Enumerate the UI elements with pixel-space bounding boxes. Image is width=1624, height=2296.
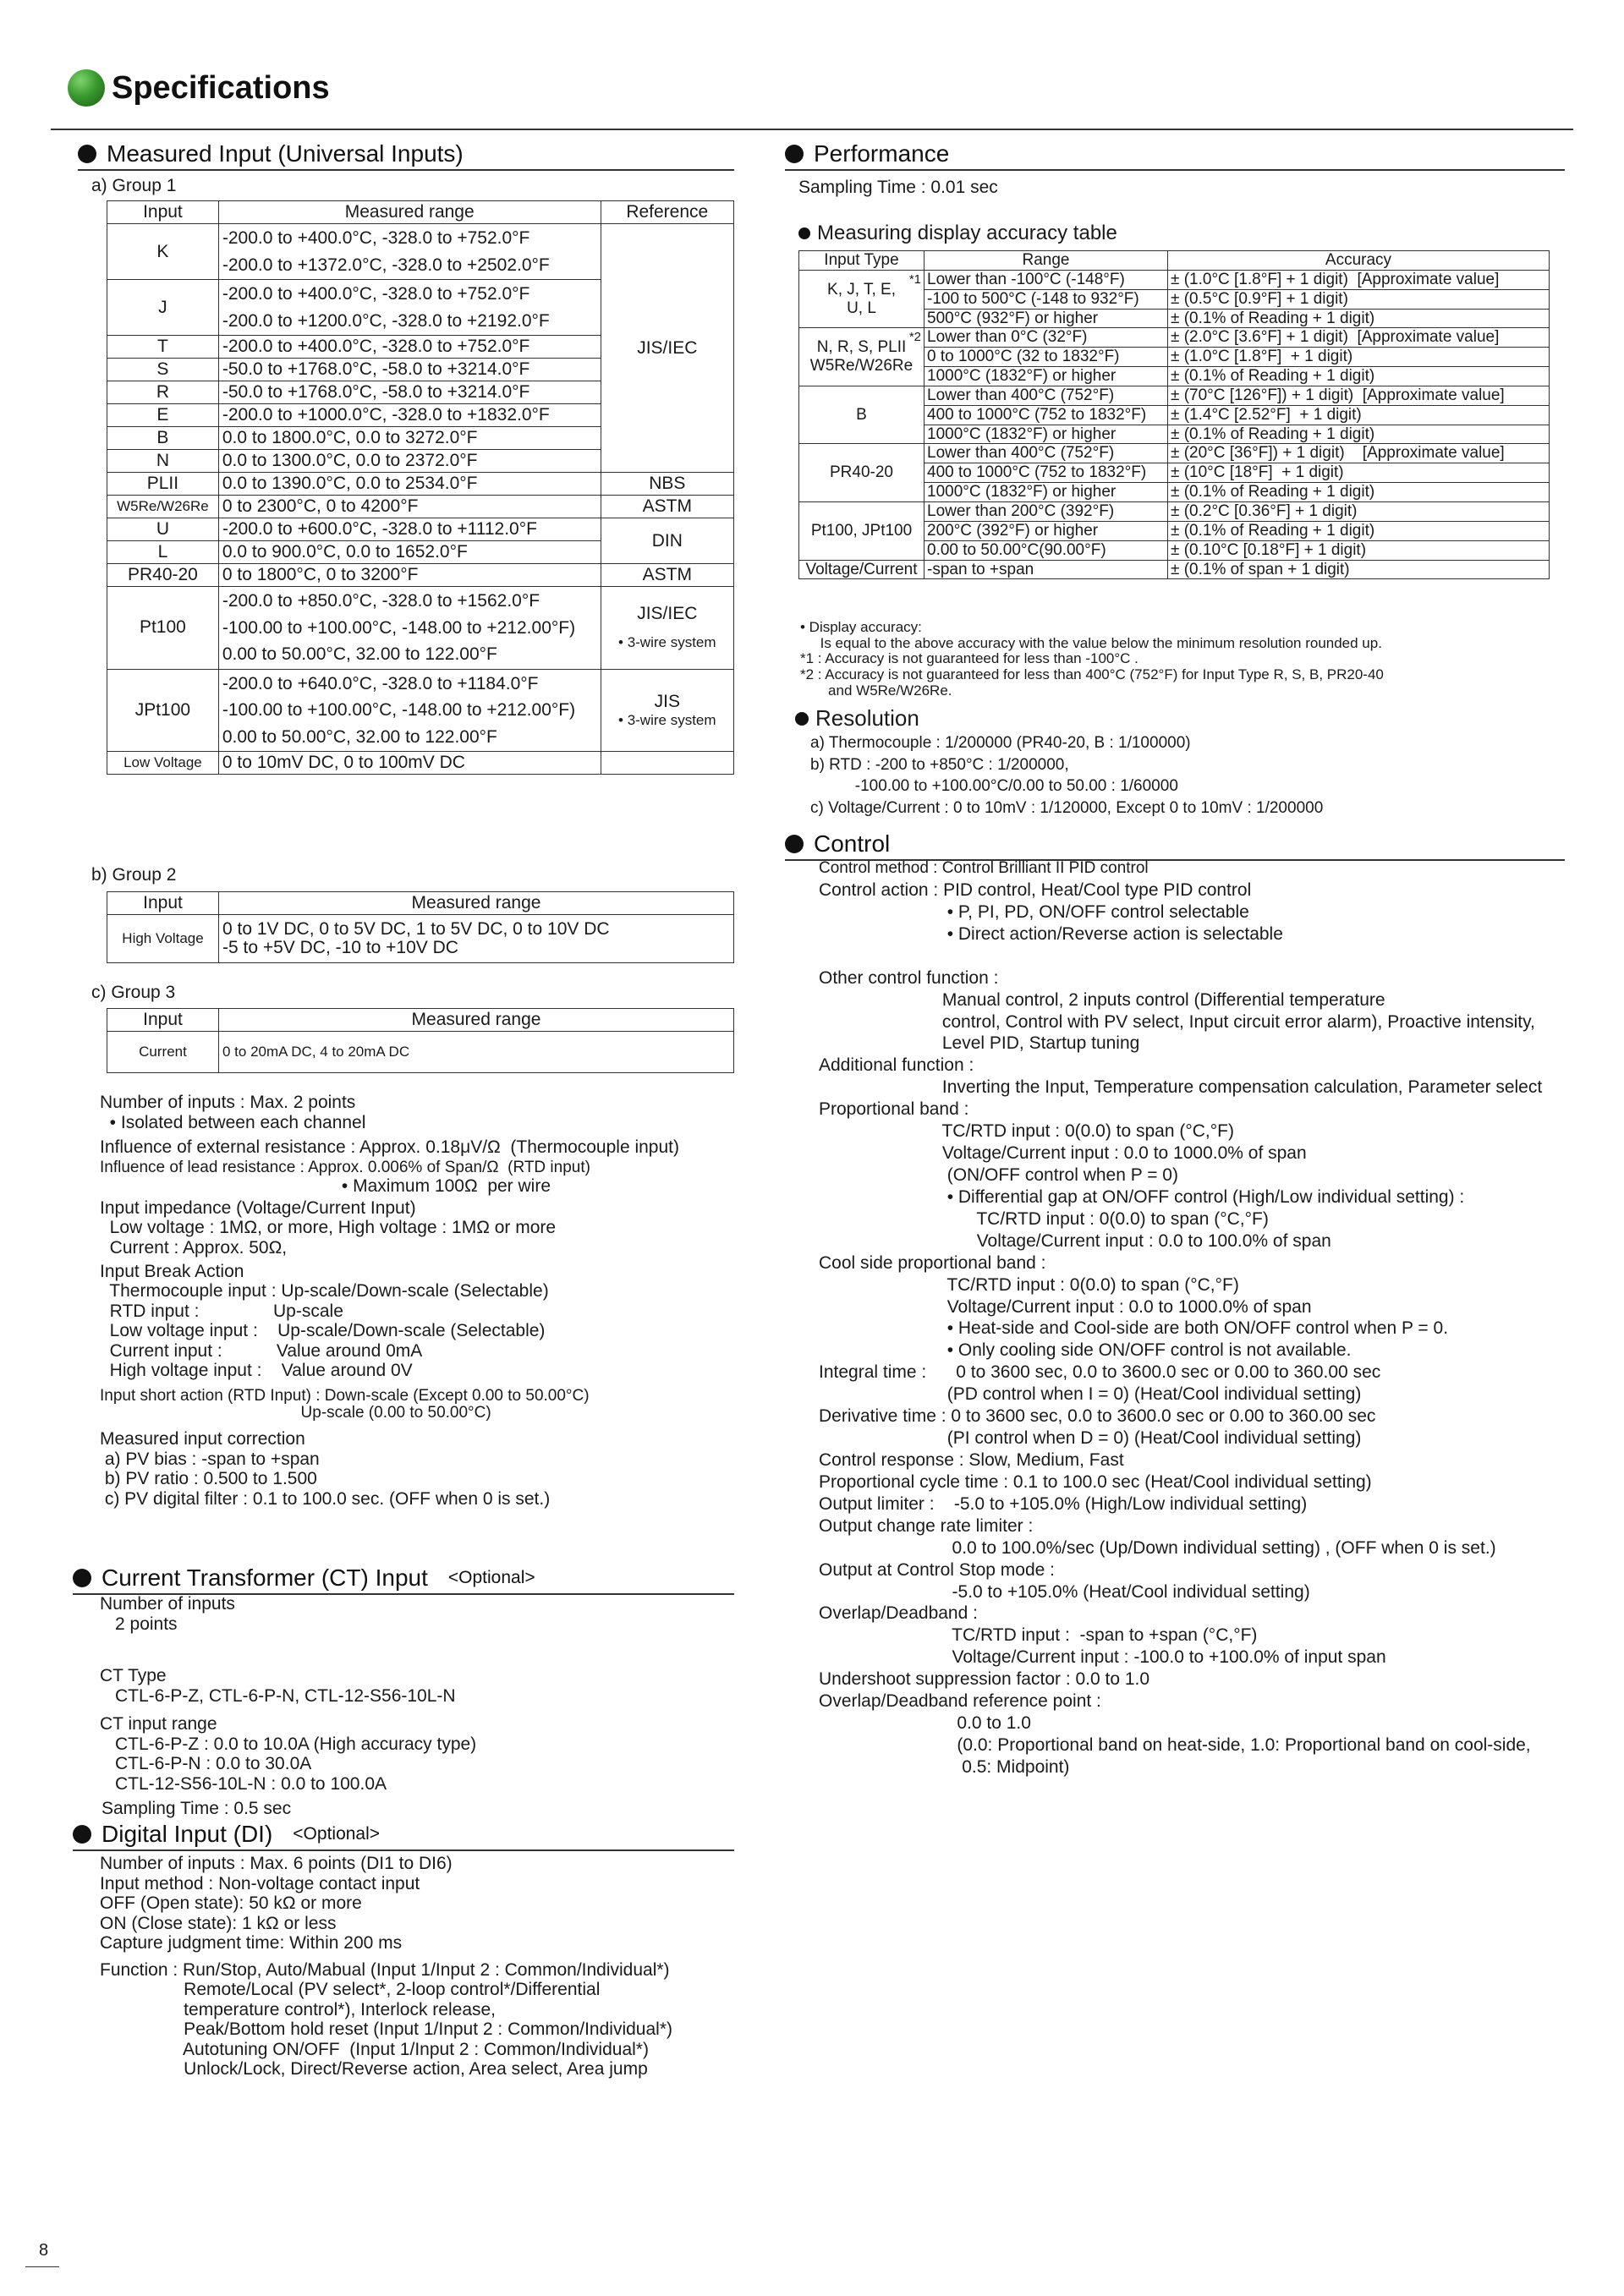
reference-pt100-note: • 3-wire system (618, 634, 716, 651)
page-number-rule (25, 2266, 59, 2267)
input-w5re: W5Re/W26Re (107, 496, 219, 518)
note-input-impedance: Input impedance (Voltage/Current Input) Low voltage : 1MΩ, or more, High voltage : 1MΩ or more Current : Approx. 50Ω, (100, 1197, 557, 1258)
g3-header-range: Measured range (219, 1009, 734, 1032)
accuracy-row (799, 444, 1550, 463)
input-high-voltage: High Voltage (107, 915, 219, 963)
ct-input-body (100, 1594, 743, 1819)
input-plii: PLII (107, 473, 219, 496)
accuracy-input-type-label: N, R, S, PLII W5Re/W26Re (809, 338, 914, 375)
accuracy-notes: • Display accuracy: Is equal to the above accuracy with the value below the minimum resolution rounded up. *1 : Accuracy is not guaranteed for less than -100°C . *2 : Accuracy is not guaranteed for less than 400°C (752°F) for Input Type R, S, B, PR20-40 and W5Re/W26Re. (800, 619, 1384, 699)
bullet-icon (785, 835, 804, 853)
accuracy-table-heading: Measuring display accuracy table (798, 222, 1117, 245)
note-max-resistance: • Maximum 100Ω per wire (100, 1176, 551, 1197)
ct-number-label: Number of inputs (100, 1594, 235, 1614)
accuracy-range: -span to +span (924, 560, 1168, 579)
accuracy-footnote-mark: *2 (908, 330, 921, 345)
range-u: -200.0 to +600.0°C, -328.0 to +1112.0°F (218, 518, 601, 541)
group2-table (107, 891, 734, 963)
reference-astm-2: ASTM (601, 564, 733, 587)
note-lead-resistance: Influence of lead resistance : Approx. 0.006% of Span/Ω (RTD input) (100, 1158, 590, 1176)
range-jpt100: -200.0 to +640.0°C, -328.0 to +1184.0°F -100.00 to +100.00°C, -148.00 to +212.00°F) 0.00 to 50.00°C, 32.00 to 122.00°F (218, 669, 601, 752)
accuracy-range: 0.00 to 50.00°C(90.00°F) (924, 540, 1168, 560)
accuracy-value: ± (70°C [126°F]) + 1 digit) [Approximate value] (1168, 386, 1550, 405)
reference-pt100 (601, 587, 733, 670)
accuracy-value: ± (0.1% of Reading + 1 digit) (1168, 425, 1550, 444)
accuracy-input-type (799, 501, 924, 560)
accuracy-input-type (799, 444, 924, 502)
group1-label: a) Group 1 (91, 176, 177, 195)
ct-range-lines: CTL-6-P-Z : 0.0 to 10.0A (High accuracy type) CTL-6-P-N : 0.0 to 30.0A CTL-12-S56-10L-N : 0.0 to 100.0A (115, 1734, 477, 1794)
accuracy-value: ± (1.4°C [2.52°F] + 1 digit) (1168, 405, 1550, 425)
accuracy-range: Lower than 0°C (32°F) (924, 328, 1168, 348)
note-measured-correction: Measured input correction a) PV bias : -span to +span b) PV ratio : 0.500 to 1.500 c) PV digital filter : 0.1 to 100.0 sec. (OFF when 0 is set.) (100, 1429, 551, 1509)
green-ball-icon (68, 69, 105, 107)
page-number: 8 (39, 2241, 49, 2260)
note-input-short: Input short action (RTD Input) : Down-scale (Except 0.00 to 50.00°C) Up-scale (0.00 to 50.00°C) (100, 1386, 590, 1422)
g2-header-input: Input (107, 892, 219, 915)
note-external-resistance: Influence of external resistance : Approx. 0.18μV/Ω (Thermocouple input) (100, 1137, 679, 1158)
reference-empty (601, 752, 733, 775)
accuracy-value: ± (0.1% of Reading + 1 digit) (1168, 521, 1550, 540)
accuracy-range: 500°C (932°F) or higher (924, 309, 1168, 328)
input-s: S (107, 359, 219, 381)
accuracy-input-type-label: PR40-20 (830, 463, 893, 482)
input-r: R (107, 381, 219, 404)
ct-type-value: CTL-6-P-Z, CTL-6-P-N, CTL-12-S56-10L-N (115, 1685, 456, 1706)
accuracy-input-type (799, 270, 924, 328)
ct-input-heading: Current Transformer (CT) Input <Optional> (73, 1564, 734, 1595)
range-pr40-20: 0 to 1800°C, 0 to 3200°F (218, 564, 601, 587)
input-low-voltage: Low Voltage (107, 752, 219, 775)
accuracy-range: Lower than 200°C (392°F) (924, 501, 1168, 521)
control-heading: Control (785, 830, 1565, 861)
input-t: T (107, 336, 219, 359)
accuracy-value: ± (2.0°C [3.6°F] + 1 digit) [Approximate value] (1168, 328, 1550, 348)
accuracy-input-type (799, 328, 924, 386)
range-t: -200.0 to +400.0°C, -328.0 to +752.0°F (218, 336, 601, 359)
accuracy-input-type (799, 560, 924, 579)
accuracy-range: -100 to 500°C (-148 to 932°F) (924, 289, 1168, 309)
g3-header-input: Input (107, 1009, 219, 1032)
accuracy-value: ± (1.0°C [1.8°F] + 1 digit) (1168, 348, 1550, 367)
g2-header-range: Measured range (219, 892, 734, 915)
di-function: Function : Run/Stop, Auto/Mabual (Input 1/Input 2 : Common/Individual*) Remote/Local (PV select*, 2-loop control*/Differential temperature control*), Interlock release, Peak/Bottom hold reset (Input 1/Input 2 : Common/Individual*) Autotuning ON/OFF (Input 1/Input 2 : Common/Individual*) Unlock/Lock, Direct/Reverse action, Area select, Area jump (100, 1959, 672, 2080)
input-b: B (107, 427, 219, 450)
performance-heading: Performance (785, 140, 1565, 171)
accuracy-value: ± (0.1% of span + 1 digit) (1168, 560, 1550, 579)
reference-din: DIN (601, 518, 733, 564)
ct-type-label: CT Type (100, 1666, 167, 1686)
input-pt100: Pt100 (107, 587, 219, 670)
ct-number-value: 2 points (115, 1614, 178, 1634)
acc-header-type: Input Type (799, 251, 924, 271)
accuracy-row (799, 501, 1550, 521)
header-range: Measured range (218, 201, 601, 224)
range-n: 0.0 to 1300.0°C, 0.0 to 2372.0°F (218, 450, 601, 473)
accuracy-input-type-label: B (856, 405, 867, 424)
accuracy-value: ± (0.1% of Reading + 1 digit) (1168, 367, 1550, 386)
accuracy-input-type-label: Pt100, JPt100 (810, 521, 913, 540)
accuracy-value: ± (0.10°C [0.18°F] + 1 digit) (1168, 540, 1550, 560)
accuracy-range: 1000°C (1832°F) or higher (924, 425, 1168, 444)
range-e: -200.0 to +1000.0°C, -328.0 to +1832.0°F (218, 404, 601, 427)
accuracy-value: ± (0.1% of Reading + 1 digit) (1168, 483, 1550, 502)
input-current: Current (107, 1032, 219, 1073)
accuracy-input-type-label: K, J, T, E, U, L (827, 280, 896, 317)
control-lines: Control action : PID control, Heat/Cool type PID control • P, PI, PD, ON/OFF control selectable • Direct action/Reverse action is selectable Other control function : Manual control, 2 inputs control (Differential temperature control, Control with PV select, Input circuit error alarm), Proactive intensity, Level PID, Startup tuning Additional function : Inverting the Input, Temperature compensation calculation, Parameter select Proportional band : TC/RTD input : 0(0.0) to span (°C,°F) Voltage/Current input : 0.0 to 1000.0% of span (ON/OFF control when P = 0) • Differential gap at ON/OFF control (High/Low individual setting) : TC/RTD input : 0(0.0) to span (°C,°F) Voltage/Current input : 0.0 to 100.0% of span Cool side proportional band : TC/RTD input : 0(0.0) to span (°C,°F) Voltage/Current input : 0.0 to 1000.0% of span • Heat-side and Cool-side are both ON/OFF control when P = 0. • Only cooling side ON/OFF control is not available. Integral time : 0 to 3600 sec, 0.0 to 3600.0 sec or 0.00 to 360.00 sec (PD control when I = 0) (Heat/Cool individual setting) Derivative time : 0 to 3600 sec, 0.0 to 3600.0 sec or 0.00 to 360.00 sec (PI control when D = 0) (Heat/Cool individual setting) Control response : Slow, Medium, Fast Proportional cycle time : 0.1 to 100.0 sec (Heat/Cool individual setting) Output limiter : -5.0 to +105.0% (High/Low individual setting) Output change rate limiter : 0.0 to 100.0%/sec (Up/Down individual setting) , (OFF when 0 is set.) Output at Control Stop mode : -5.0 to +105.0% (Heat/Cool individual setting) Overlap/Deadband : TC/RTD input : -span to +span (°C,°F) Voltage/Current input : -100.0 to +100.0% of input span Undershoot suppression factor : 0.0 to 1.0 Overlap/Deadband reference point : 0.0 to 1.0 (0.0: Proportional band on heat-side, 1.0: Proportional band on cool-side, 0.5: Midpoint) (819, 880, 1543, 1777)
header-input: Input (107, 201, 219, 224)
group1-table (107, 200, 734, 775)
bullet-icon (73, 1825, 91, 1844)
reference-pt100-label: JIS/IEC (637, 604, 698, 624)
performance-sampling: Sampling Time : 0.01 sec (798, 178, 998, 197)
accuracy-range: 400 to 1000°C (752 to 1832°F) (924, 405, 1168, 425)
accuracy-value: ± (10°C [18°F] + 1 digit) (1168, 463, 1550, 483)
note-number-of-inputs: Number of inputs : Max. 2 points • Isolated between each channel (100, 1093, 366, 1132)
ct-sampling: Sampling Time : 0.5 sec (102, 1799, 292, 1819)
accuracy-value: ± (20°C [36°F]) + 1 digit) [Approximate value] (1168, 444, 1550, 463)
group2-label: b) Group 2 (91, 865, 177, 885)
accuracy-table (798, 250, 1550, 579)
header-reference: Reference (601, 201, 733, 224)
range-k: -200.0 to +400.0°C, -328.0 to +752.0°F -200.0 to +1372.0°C, -328.0 to +2502.0°F (218, 224, 601, 280)
input-j: J (107, 280, 219, 336)
page-title: Specifications (68, 69, 330, 107)
group3-label: c) Group 3 (91, 983, 176, 1002)
measured-input-notes (100, 1093, 743, 1509)
di-lines: Number of inputs : Max. 6 points (DI1 to DI6) Input method : Non-voltage contact input OFF (Open state): 50 kΩ or more ON (Close state): 1 kΩ or less Capture judgment time: Within 200 ms (100, 1854, 453, 1954)
accuracy-value: ± (0.1% of Reading + 1 digit) (1168, 309, 1550, 328)
accuracy-range: 1000°C (1832°F) or higher (924, 483, 1168, 502)
reference-astm: ASTM (601, 496, 733, 518)
accuracy-value: ± (1.0°C [1.8°F] + 1 digit) [Approximate value] (1168, 270, 1550, 289)
bullet-icon (73, 1569, 91, 1587)
accuracy-range: Lower than 400°C (752°F) (924, 386, 1168, 405)
group3-table (107, 1008, 734, 1073)
range-l: 0.0 to 900.0°C, 0.0 to 1652.0°F (218, 541, 601, 564)
accuracy-range: 0 to 1000°C (32 to 1832°F) (924, 348, 1168, 367)
range-low-voltage: 0 to 10mV DC, 0 to 100mV DC (218, 752, 601, 775)
accuracy-row (799, 560, 1550, 579)
range-r: -50.0 to +1768.0°C, -58.0 to +3214.0°F (218, 381, 601, 404)
acc-header-accuracy: Accuracy (1168, 251, 1550, 271)
accuracy-row (799, 328, 1550, 348)
reference-jpt100-label: JIS (654, 691, 680, 711)
resolution-lines: a) Thermocouple : 1/200000 (PR40-20, B : 1/100000) b) RTD : -200 to +850°C : 1/200000, -100.00 to +100.00°C/0.00 to 50.00 : 1/60000 c) Voltage/Current : 0 to 10mV : 1/120000, Except 0 to 10mV : 1/200000 (810, 734, 1324, 817)
input-jpt100: JPt100 (107, 669, 219, 752)
input-pr40-20: PR40-20 (107, 564, 219, 587)
ct-range-label: CT input range (100, 1714, 217, 1734)
accuracy-row (799, 270, 1550, 289)
input-n: N (107, 450, 219, 473)
digital-input-body (100, 1854, 743, 2080)
measured-input-heading: Measured Input (Universal Inputs) (78, 140, 734, 171)
accuracy-value: ± (0.2°C [0.36°F] + 1 digit) (1168, 501, 1550, 521)
range-s: -50.0 to +1768.0°C, -58.0 to +3214.0°F (218, 359, 601, 381)
range-b: 0.0 to 1800.0°C, 0.0 to 3272.0°F (218, 427, 601, 450)
reference-jpt100 (601, 669, 733, 752)
range-pt100: -200.0 to +850.0°C, -328.0 to +1562.0°F -100.00 to +100.00°C, -148.00 to +212.00°F) 0.00 to 50.00°C, 32.00 to 122.00°F (218, 587, 601, 670)
range-current: 0 to 20mA DC, 4 to 20mA DC (219, 1032, 734, 1073)
accuracy-input-type-label: Voltage/Current (805, 560, 918, 578)
input-k: K (107, 224, 219, 280)
bullet-icon (785, 145, 804, 163)
accuracy-footnote-mark: *1 (908, 271, 921, 287)
range-w5re: 0 to 2300°C, 0 to 4200°F (218, 496, 601, 518)
input-u: U (107, 518, 219, 541)
range-plii: 0.0 to 1390.0°C, 0.0 to 2534.0°F (218, 473, 601, 496)
note-input-break: Input Break Action Thermocouple input : Up-scale/Down-scale (Selectable) RTD input : Up-scale Low voltage input : Up-scale/Down-scale (Selectable) Current input : Value around 0mA High voltage input : Value around 0V (100, 1261, 549, 1381)
accuracy-input-type (799, 386, 924, 444)
input-l: L (107, 541, 219, 564)
accuracy-row (799, 386, 1550, 405)
bullet-icon (78, 145, 96, 163)
range-j: -200.0 to +400.0°C, -328.0 to +752.0°F -200.0 to +1200.0°C, -328.0 to +2192.0°F (218, 280, 601, 336)
reference-nbs: NBS (601, 473, 733, 496)
reference-jis-iec: JIS/IEC (601, 224, 733, 473)
accuracy-range: Lower than 400°C (752°F) (924, 444, 1168, 463)
accuracy-range: 200°C (392°F) or higher (924, 521, 1168, 540)
acc-header-range: Range (924, 251, 1168, 271)
bullet-icon (795, 712, 809, 726)
accuracy-range: 1000°C (1832°F) or higher (924, 367, 1168, 386)
title-rule (51, 129, 1573, 130)
digital-input-heading: Digital Input (DI) <Optional> (73, 1821, 734, 1851)
accuracy-value: ± (0.5°C [0.9°F] + 1 digit) (1168, 289, 1550, 309)
control-method: Control method : Control Brilliant II PID control (819, 859, 1149, 877)
reference-jpt100-note: • 3-wire system (618, 711, 716, 728)
resolution-heading: Resolution (795, 705, 919, 732)
range-high-voltage: 0 to 1V DC, 0 to 5V DC, 1 to 5V DC, 0 to 10V DC -5 to +5V DC, -10 to +10V DC (219, 915, 734, 963)
accuracy-range: 400 to 1000°C (752 to 1832°F) (924, 463, 1168, 483)
accuracy-range: Lower than -100°C (-148°F) (924, 270, 1168, 289)
input-e: E (107, 404, 219, 427)
bullet-icon (798, 227, 810, 239)
